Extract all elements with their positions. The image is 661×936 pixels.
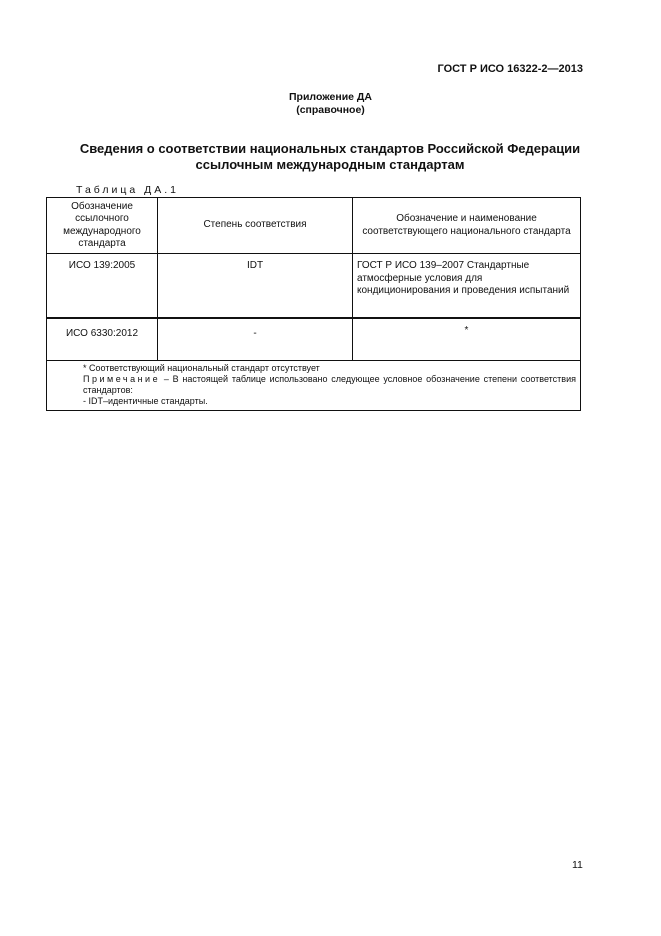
table-notes-row [47, 361, 581, 411]
note [51, 374, 576, 396]
page-title [40, 141, 620, 173]
legend-idt: - IDT–идентичные стандарты. [83, 396, 208, 406]
document-code: ГОСТ Р ИСО 16322-2—2013 [437, 63, 583, 75]
cell-national: * [353, 318, 581, 361]
cell-national: ГОСТ Р ИСО 139–2007 Стандартные атмосферные условия для кондиционирования и проведения испытаний [353, 254, 581, 319]
column-header-international: Обозначение ссылочного международного стандарта [47, 198, 158, 254]
cell-degree: - [158, 318, 353, 361]
cell-degree: IDT [158, 254, 353, 319]
page-number: 11 [572, 859, 583, 871]
appendix-label: Приложение ДА [289, 91, 372, 103]
note-text: – В настоящей таблице использовано следующее условное обозначение степени соответствия стандартов: [83, 374, 576, 395]
cell-international: ИСО 139:2005 [47, 254, 158, 319]
title-line-2: ссылочным международным стандартам [195, 157, 465, 172]
standards-table [46, 197, 581, 411]
cell-international: ИСО 6330:2012 [47, 318, 158, 361]
table-caption: Таблица ДА.1 [76, 184, 179, 196]
table-row [47, 254, 581, 319]
table-notes [47, 361, 581, 411]
appendix-type: (справочное) [296, 104, 365, 116]
column-header-national: Обозначение и наименование соответствующего национального стандарта [353, 198, 581, 254]
note-label: Примечание [83, 374, 161, 384]
table-row [47, 318, 581, 361]
table-header-row [47, 198, 581, 254]
title-line-1: Сведения о соответствии национальных стандартов Российской Федерации [79, 141, 581, 156]
footnote: * Соответствующий национальный стандарт отсутствует [83, 363, 320, 373]
column-header-degree: Степень соответствия [158, 198, 353, 254]
appendix-heading [0, 91, 661, 117]
